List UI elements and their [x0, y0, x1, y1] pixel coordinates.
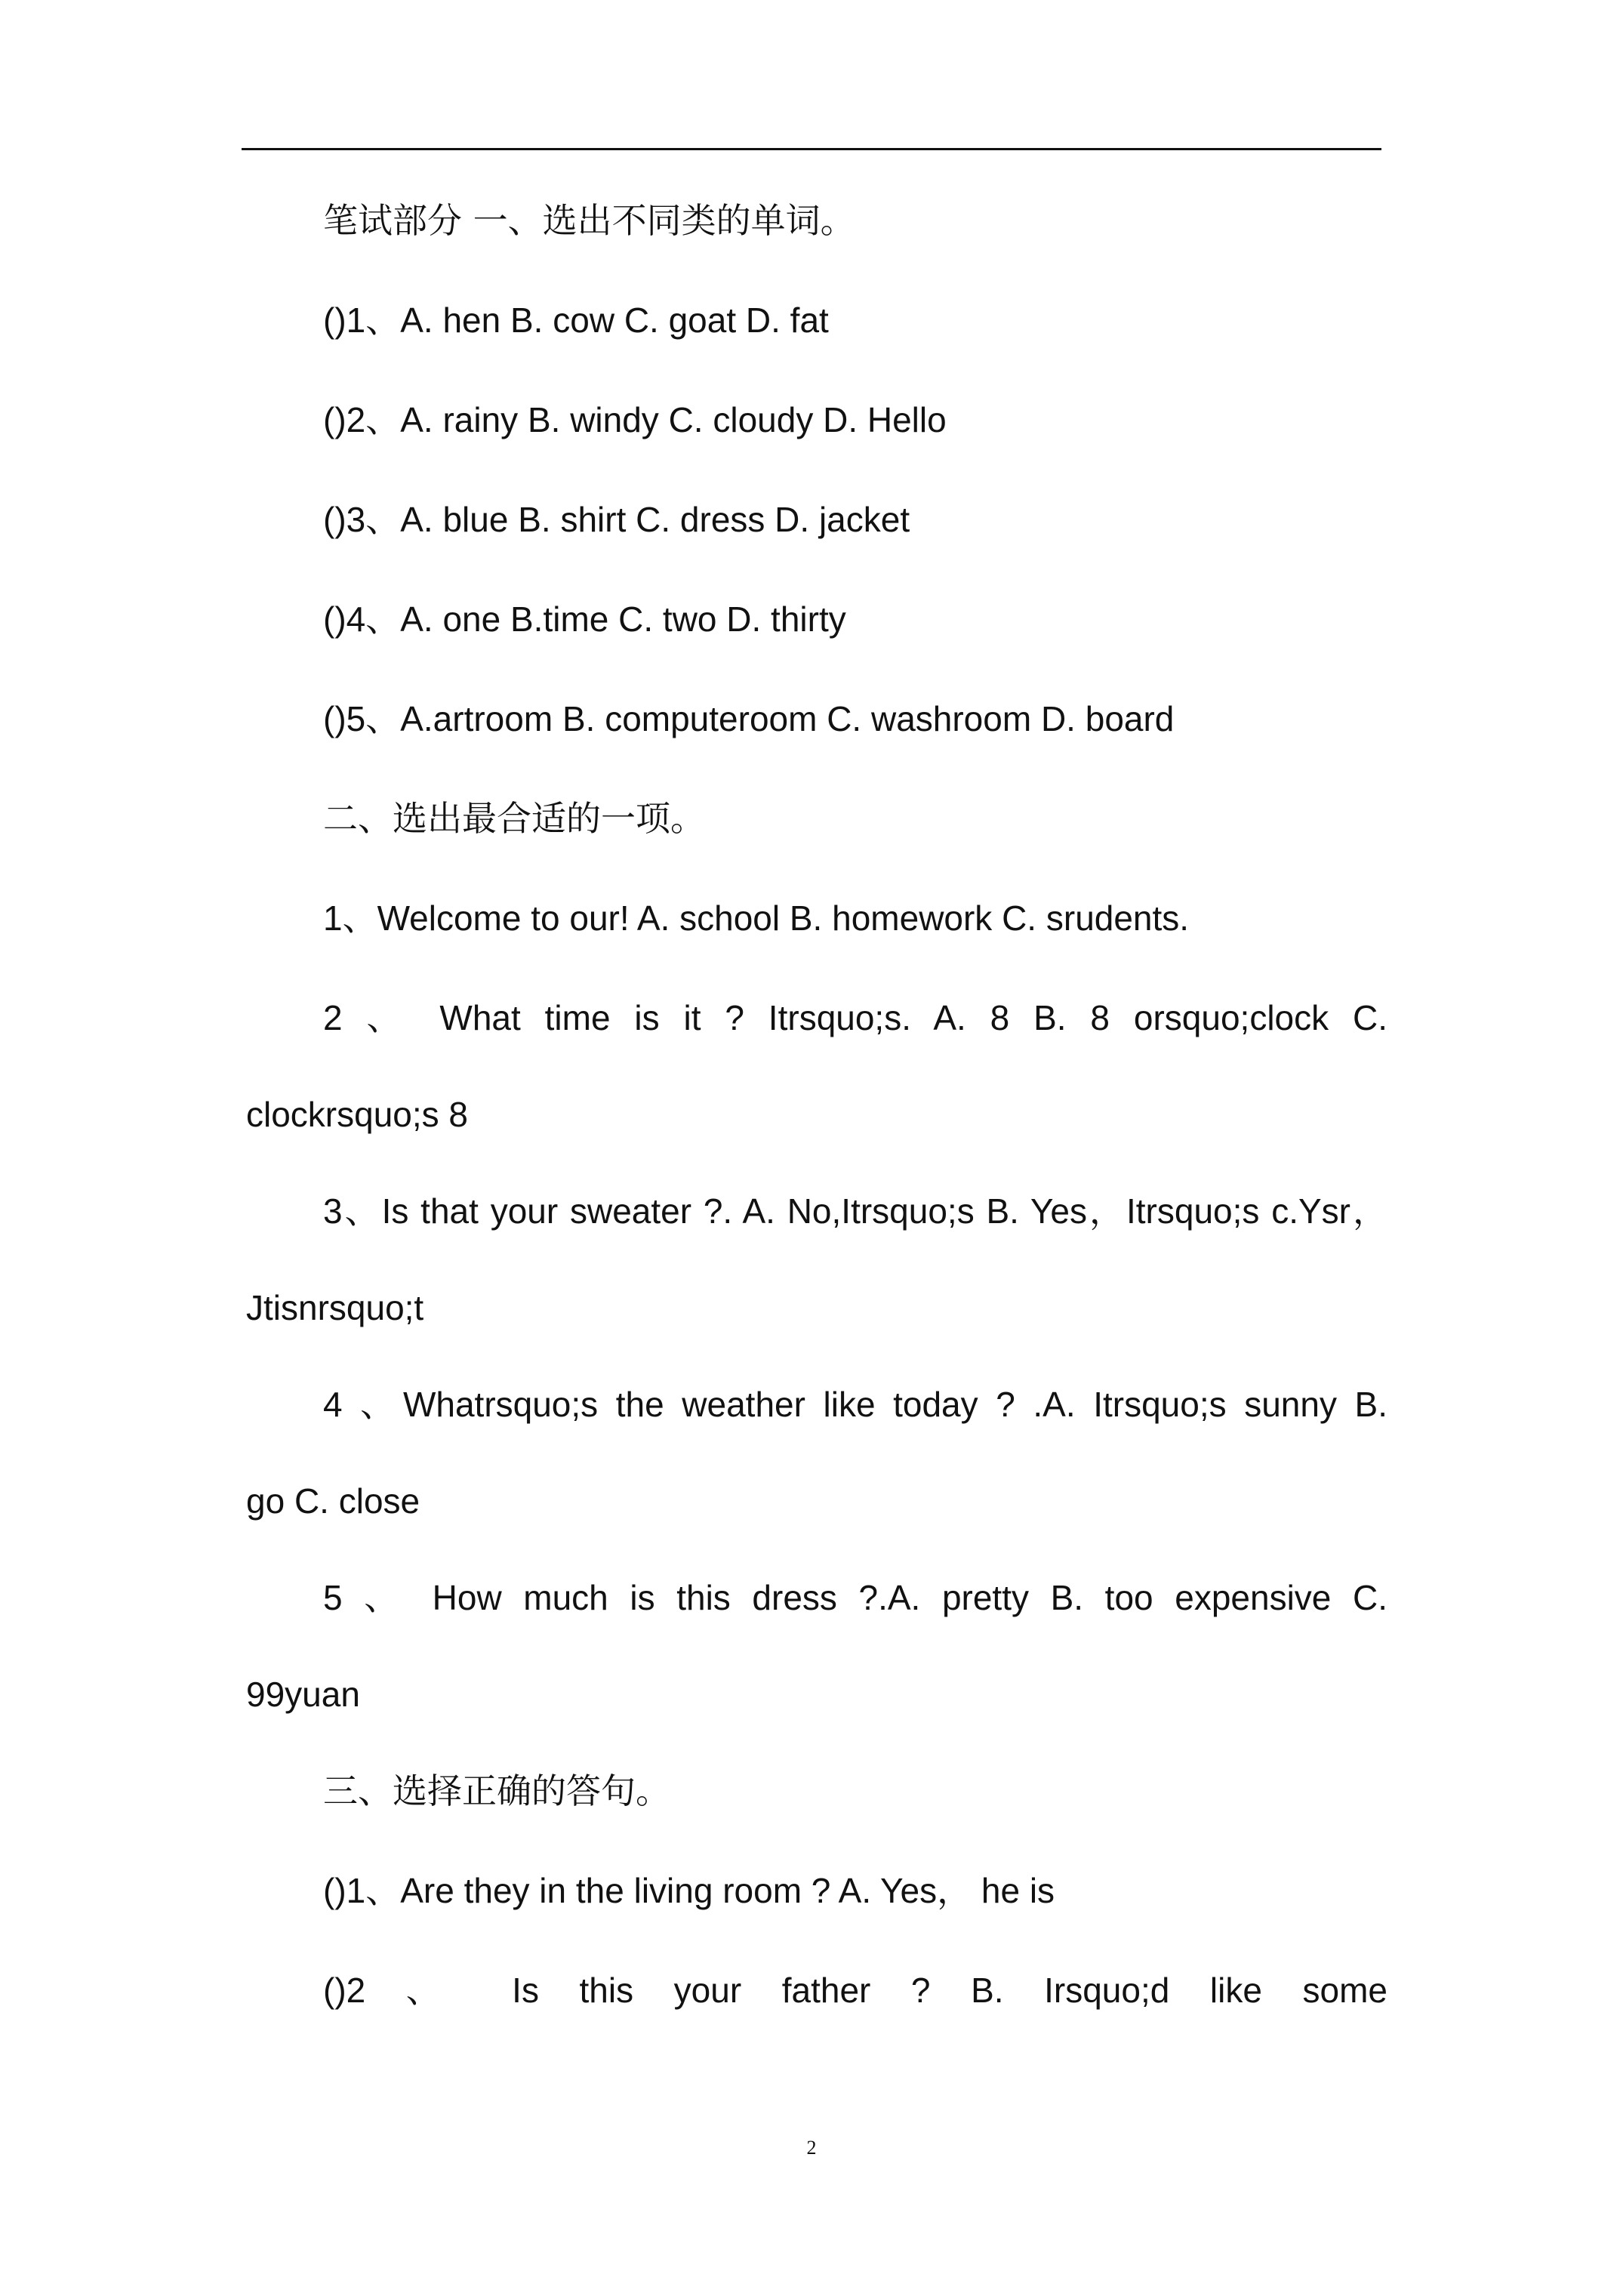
- question-line: ()1、A. hen B. cow C. goat D. fat: [323, 300, 829, 340]
- question-line-continued: 99yuan: [246, 1675, 360, 1714]
- question-line: 3、Is that your sweater ?. A. No,Itrsquo;s B. Yes，Itrsquo;s c.Ysr，: [323, 1191, 1387, 1231]
- question-line: ()2 、 Is this your father ? B. Irsquo;d like some: [323, 1971, 1387, 2010]
- question-line: 4 、Whatrsquo;s the weather like today ? .A. Itrsquo;s sunny B.: [323, 1385, 1387, 1424]
- question-line-continued: clockrsquo;s 8: [246, 1095, 469, 1134]
- page-number: 2: [806, 2137, 817, 2159]
- question-line: ()1、Are they in the living room ? A. Yes， he is: [323, 1871, 1055, 1910]
- question-line: 2 、 What time is it ? Itrsquo;s. A. 8 B. 8 orsquo;clock C.: [323, 998, 1387, 1037]
- section-2-heading: 二、选出最合适的一项。: [323, 798, 705, 839]
- question-line-continued: Jtisnrsquo;t: [246, 1288, 424, 1327]
- question-line: 1、Welcome to our! A. school B. homework C. srudents.: [323, 898, 1190, 938]
- header-rule: [242, 148, 1381, 150]
- question-line-continued: go C. close: [246, 1481, 420, 1521]
- section-3-heading: 三、选择正确的答句。: [323, 1771, 670, 1811]
- question-line: 5 、 How much is this dress ?.A. pretty B. too expensive C.: [323, 1578, 1387, 1617]
- question-line: ()3、A. blue B. shirt C. dress D. jacket: [323, 500, 910, 539]
- question-line: ()4、A. one B.time C. two D. thirty: [323, 599, 846, 639]
- question-line: ()5、A.artroom B. computeroom C. washroom D. board: [323, 699, 1175, 738]
- section-1-heading: 笔试部分 一、选出不同类的单词。: [323, 200, 855, 241]
- question-line: ()2、A. rainy B. windy C. cloudy D. Hello: [323, 400, 947, 439]
